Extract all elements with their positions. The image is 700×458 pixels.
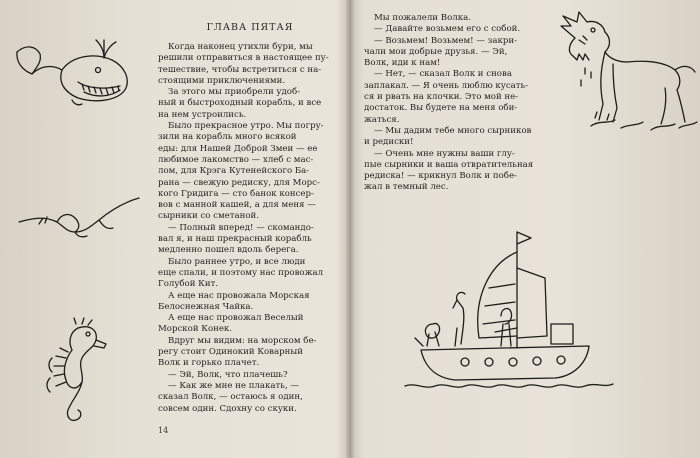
- text-line: на нем устроились.: [158, 109, 247, 120]
- text-line: Волк и горько плачет.: [158, 358, 260, 369]
- text-line: стоящими приключениями.: [158, 75, 286, 86]
- text-line: — Давайте возьмем его с собой.: [374, 24, 521, 35]
- text-line: Мы пожалели Волка.: [374, 13, 471, 23]
- text-line: еще спали, и поэтому нас провожал: [158, 267, 324, 278]
- sailing-ship-drawing: [405, 228, 615, 398]
- text-line: — Очень мне нужны ваши глу-: [374, 148, 515, 159]
- text-line: сказал Волк, — остаюсь я один,: [158, 392, 303, 403]
- text-line: регу стоит Одинокий Коварный: [158, 347, 303, 358]
- text-line: жаться.: [364, 114, 400, 125]
- text-line: пые сырники и ваша отвратительная: [364, 159, 534, 170]
- text-line: сырники со сметаной.: [158, 211, 259, 222]
- text-line: совсем один. Сдохну со скуки.: [158, 403, 297, 414]
- text-line: еды: для Нашей Доброй Змеи — ее: [158, 143, 318, 154]
- text-line: А еще нас провожала Морская: [168, 290, 310, 301]
- text-line: тешествие, чтобы встретиться с на-: [158, 64, 322, 75]
- text-line: достаток. Вы будете на меня оби-: [364, 103, 518, 114]
- text-line: Когда наконец утихли бури, мы: [168, 42, 313, 52]
- text-line: лом, для Крэга Кутенейского Ба-: [158, 166, 310, 177]
- text-line: Белоснежная Чайка.: [158, 301, 254, 312]
- text-line: любимое лакомство — хлеб с мас-: [158, 154, 314, 165]
- seahorse-drawing: [38, 318, 118, 428]
- text-line: — Возьмем! Возьмем! — закри-: [374, 35, 517, 46]
- text-line: решили отправиться в настоящее пу-: [158, 53, 329, 64]
- text-line: — Полный вперед! — скомандо-: [168, 222, 314, 233]
- chapter-title: ГЛАВА ПЯТАЯ: [206, 22, 294, 33]
- text-line: чали мои добрые друзья. — Эй,: [364, 46, 508, 57]
- left-page-text: [158, 42, 344, 415]
- right-page-text: [364, 13, 550, 194]
- text-line: вов с манной кашей, а для меня —: [158, 200, 316, 211]
- page-number: 14: [158, 426, 169, 435]
- wolf-drawing: [555, 8, 700, 138]
- text-line: и редиски!: [364, 137, 414, 148]
- text-line: редиска! — крикнул Волк и побе-: [364, 171, 517, 182]
- text-line: вал я, и наш прекрасный корабль: [158, 234, 312, 245]
- text-line: — Мы дадим тебе много сырников: [374, 125, 532, 136]
- text-line: — Как же мне не плакать, —: [168, 380, 299, 391]
- text-line: Волк, иди к нам!: [364, 58, 441, 69]
- text-line: А еще нас провожал Веселый: [168, 313, 304, 324]
- text-line: Голубой Кит.: [158, 279, 219, 290]
- text-line: ный и быстроходный корабль, и все: [158, 98, 322, 109]
- right-page: [350, 0, 700, 458]
- text-line: заплакал. — Я очень люблю кусать-: [364, 80, 529, 91]
- text-line: ся и рвать на клочки. Это мой не-: [364, 92, 519, 103]
- seagull-drawing: [15, 192, 145, 242]
- text-line: Было раннее утро, и все люди: [168, 256, 306, 267]
- text-line: зили на корабль много всякой: [158, 132, 297, 143]
- text-line: рана — свежую редиску, для Морс-: [158, 177, 320, 188]
- text-line: Было прекрасное утро. Мы погру-: [168, 121, 324, 132]
- text-line: медленно пошел вдоль берега.: [158, 245, 299, 256]
- text-line: — Эй, Волк, что плачешь?: [168, 369, 288, 380]
- text-line: За этого мы приобрели удоб-: [168, 87, 301, 98]
- text-line: Вдруг мы видим: на морском бе-: [168, 335, 317, 346]
- whale-drawing: [12, 30, 142, 110]
- text-line: Морской Конек.: [158, 324, 233, 335]
- text-line: — Нет, — сказал Волк и снова: [374, 69, 512, 80]
- text-line: жал в темный лес.: [364, 182, 449, 193]
- text-line: кого Гридига — сто банок консер-: [158, 188, 314, 199]
